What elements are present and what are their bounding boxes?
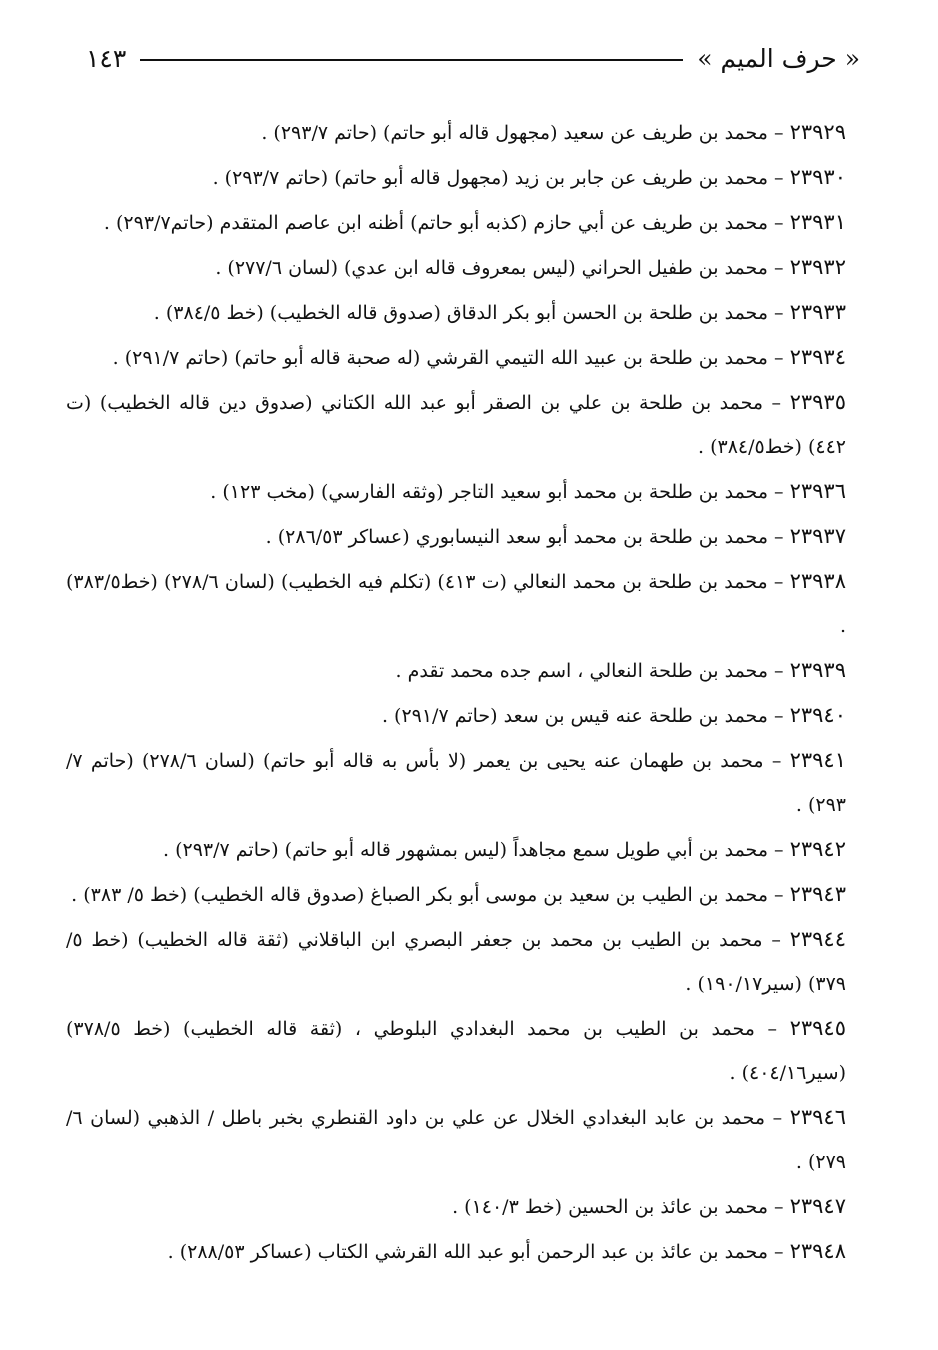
chapter-title: « حرف الميم » [697,43,860,73]
entry-separator: – [767,571,790,593]
entry-number: ٢٣٩٤٤ [789,927,846,951]
entry-text: محمد بن طريف عن أبي حازم (كذبه أبو حاتم) أظنه ابن عاصم المتقدم (حاتم٢٩٣/٧) . [103,212,768,234]
entry-text: محمد بن الطيب بن سعيد بن موسى أبو بكر الصباغ (صدوق قاله الخطيب) (خط ٥/ ٣٨٣) . [71,884,768,906]
entry-number: ٢٣٩٤٧ [789,1194,846,1218]
entry-number: ٢٣٩٤٢ [789,837,846,861]
entry-text: محمد بن طلحة بن محمد أبو سعيد التاجر (وثقه الفارسي) (مخب ١٢٣) . [210,481,768,503]
entry-item [66,738,846,827]
entry-text: محمد بن طهمان عنه يحيى بن يعمر (لا بأس به قاله أبو حاتم) (لسان ٢٧٨/٦) (حاتم ٧/ ٢٩٣) . [66,750,846,816]
entry-separator: – [754,1018,790,1040]
entry-text: محمد بن طلحة بن محمد النعالي (ت ٤١٣) (تكلم فيه الخطيب) (لسان ٢٧٨/٦) (خط٣٨٣/٥) . [66,571,846,637]
entry-separator: – [768,481,790,503]
entry-number: ٢٣٩٣٧ [789,524,846,548]
entry-item [66,559,846,648]
entry-separator: – [768,526,790,548]
entry-text: محمد بن طريف عن جابر بن زيد (مجهول قاله أبو حاتم) (حاتم ٢٩٣/٧) . [212,167,768,189]
entry-separator: – [768,257,790,279]
entry-separator: – [762,929,790,951]
entry-separator: – [763,392,790,414]
entry-separator: – [768,212,790,234]
entry-separator: – [768,122,790,144]
entry-number: ٢٣٩٤٣ [789,882,846,906]
entry-item [66,245,846,290]
entry-item [66,200,846,245]
entry-separator: – [765,1107,790,1129]
entry-separator: – [763,750,790,772]
entry-item [66,1095,846,1184]
entry-text: محمد بن طريف عن سعيد (مجهول قاله أبو حاتم) (حاتم ٢٩٣/٧) . [261,122,768,144]
entry-item [66,1229,846,1274]
page-number: ١٤٣ [86,43,127,73]
entry-text: محمد بن طلحة بن محمد أبو سعد النيسابوري (عساكر ٢٨٦/٥٣) . [265,526,768,548]
entry-text: محمد بن طلحة عنه قيس بن سعد (حاتم ٢٩١/٧) . [381,705,768,727]
entry-text: محمد بن طلحة بن الحسن أبو بكر الدقاق (صدوق قاله الخطيب) (خط ٣٨٤/٥) . [153,302,768,324]
entry-text: محمد بن طلحة بن عبيد الله التيمي القرشي (له صحبة قاله أبو حاتم) (حاتم ٢٩١/٧) . [112,347,768,369]
entry-item [66,693,846,738]
entry-item [66,155,846,200]
entry-item [66,514,846,559]
entry-item [66,335,846,380]
entry-number: ٢٣٩٤١ [789,748,846,772]
header-rule [140,59,683,61]
entry-list [66,110,846,1274]
page-header [86,38,860,78]
entry-separator: – [768,884,790,906]
entry-number: ٢٣٩٣٠ [789,165,846,189]
entry-item [66,290,846,335]
entry-number: ٢٣٩٤٦ [789,1105,846,1129]
entry-separator: – [768,347,790,369]
entry-item [66,1184,846,1229]
entry-text: محمد بن الطيب بن محمد البغدادي البلوطي ، (ثقة قاله الخطيب) (خط ٣٧٨/٥) (سير٤٠٤/١٦) . [66,1018,846,1084]
entry-text: محمد بن طلحة بن علي بن الصقر أبو عبد الله الكتاني (صدوق دين قاله الخطيب) (ت ٤٤٢) (خط٣٨٤/٥) . [66,392,846,458]
entry-separator: – [768,705,790,727]
entry-item [66,1006,846,1095]
entry-text: محمد بن الطيب بن محمد بن جعفر البصري ابن الباقلاني (ثقة قاله الخطيب) (خط ٥/ ٣٧٩) (سير١٩٠/١٧) . [66,929,846,995]
entry-separator: – [768,1241,790,1263]
entry-number: ٢٣٩٢٩ [789,120,846,144]
entry-separator: – [768,302,790,324]
entry-number: ٢٣٩٣٢ [789,255,846,279]
entry-text: محمد بن عابد البغدادي الخلال عن علي بن داود القنطري بخبر باطل / الذهبي (لسان ٦/ ٢٧٩) . [66,1107,846,1173]
entry-text: محمد بن عائذ بن الحسين (خط ١٤٠/٣) . [452,1196,768,1218]
entry-text: محمد بن عائذ بن عبد الرحمن أبو عبد الله القرشي الكتاب (عساكر ٢٨٨/٥٣) . [167,1241,768,1263]
entry-item [66,917,846,1006]
entry-number: ٢٣٩٣٥ [789,390,846,414]
entry-item [66,648,846,693]
entry-number: ٢٣٩٣٦ [789,479,846,503]
entry-separator: – [768,660,790,682]
entry-separator: – [768,1196,790,1218]
entry-text: محمد بن طلحة النعالي ، اسم جده محمد تقدم . [395,660,768,682]
entry-item [66,110,846,155]
entry-number: ٢٣٩٤٥ [789,1016,846,1040]
entry-number: ٢٣٩٣٩ [789,658,846,682]
entry-number: ٢٣٩٣١ [789,210,846,234]
entry-separator: – [768,167,790,189]
entry-text: محمد بن طفيل الحراني (ليس بمعروف قاله ابن عدي) (لسان ٢٧٧/٦) . [215,257,768,279]
entry-item [66,469,846,514]
entry-number: ٢٣٩٣٨ [789,569,846,593]
entry-number: ٢٣٩٤٨ [789,1239,846,1263]
entry-item [66,380,846,469]
entry-separator: – [768,839,790,861]
entry-number: ٢٣٩٣٣ [789,300,846,324]
entry-number: ٢٣٩٣٤ [789,345,846,369]
entry-text: محمد بن أبي طويل سمع مجاهداً (ليس بمشهور قاله أبو حاتم) (حاتم ٢٩٣/٧) . [162,839,768,861]
entry-item [66,827,846,872]
entry-item [66,872,846,917]
entry-number: ٢٣٩٤٠ [789,703,846,727]
